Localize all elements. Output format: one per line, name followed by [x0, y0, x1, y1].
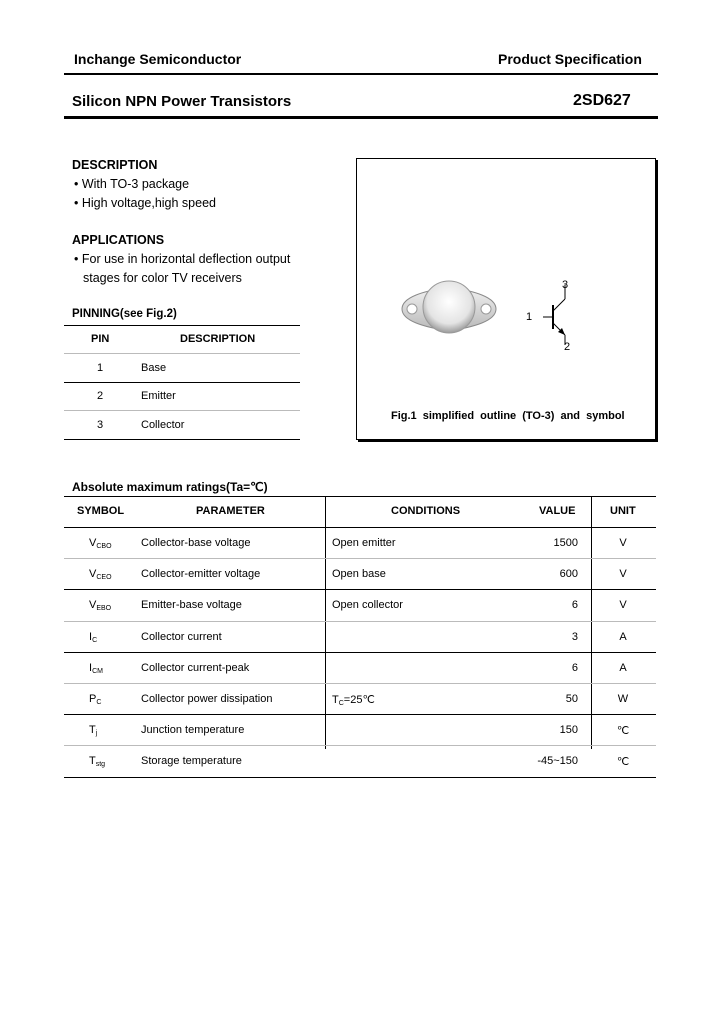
ratings-unit: ℃ — [616, 725, 630, 737]
ratings-rule — [64, 745, 656, 746]
ratings-value: 6 — [571, 599, 578, 611]
symbol-label-emitter: 2 — [564, 341, 571, 353]
symbol-label-base: 1 — [526, 311, 533, 323]
ratings-parameter: Collector power dissipation — [141, 693, 273, 705]
figure-caption: Fig.1 simplified outline (TO-3) and symbol — [391, 410, 625, 422]
company-name: Inchange Semiconductor — [74, 51, 242, 67]
document-type: Product Specification — [498, 51, 642, 67]
pinning-rule — [64, 325, 300, 326]
applications-item: • For use in horizontal deflection output — [74, 252, 291, 266]
ratings-parameter: Collector-base voltage — [141, 537, 251, 549]
ratings-conditions: Open emitter — [332, 537, 396, 549]
ratings-col-parameter: PARAMETER — [196, 505, 265, 517]
ratings-col-divider — [325, 496, 326, 749]
ratings-value: 1500 — [553, 537, 578, 549]
ratings-parameter: Collector current-peak — [141, 662, 250, 674]
pinning-pin: 1 — [97, 362, 104, 374]
ratings-col-unit: UNIT — [610, 505, 636, 517]
ratings-symbol: $V_{CEO}$ — [89, 568, 112, 581]
ratings-unit: V — [619, 568, 627, 580]
ratings-unit: A — [619, 662, 627, 674]
ratings-unit: W — [617, 693, 629, 705]
ratings-unit: A — [619, 631, 627, 643]
ratings-symbol: $T_j$ — [89, 724, 98, 737]
pinning-rule — [64, 382, 300, 383]
description-item: • With TO-3 package — [74, 177, 190, 191]
applications-heading: APPLICATIONS — [72, 233, 165, 247]
pinning-rule — [64, 410, 300, 411]
ratings-value: -45~150 — [537, 755, 578, 767]
document-title: Silicon NPN Power Transistors — [72, 93, 292, 110]
ratings-col-divider — [591, 496, 592, 749]
ratings-parameter: Emitter-base voltage — [141, 599, 242, 611]
pinning-pin: 3 — [97, 419, 104, 431]
ratings-rule — [64, 527, 656, 528]
ratings-parameter: Junction temperature — [141, 724, 245, 736]
ratings-symbol: $V_{EBO}$ — [89, 599, 112, 612]
pinning-col-pin: PIN — [91, 333, 110, 345]
ratings-col-value: VALUE — [539, 505, 576, 517]
ratings-value: 150 — [559, 724, 578, 736]
pinning-heading: PINNING(see Fig.2) — [72, 308, 177, 320]
header-rule-top — [64, 73, 658, 75]
ratings-symbol: $P_C$ — [89, 693, 102, 706]
ratings-value: 600 — [559, 568, 578, 580]
ratings-parameter: Storage temperature — [141, 755, 242, 767]
pinning-col-desc: DESCRIPTION — [180, 333, 256, 345]
ratings-unit: V — [619, 599, 627, 611]
ratings-symbol: $V_{CBO}$ — [89, 537, 112, 550]
description-heading: DESCRIPTION — [72, 158, 158, 172]
ratings-symbol: $T_{stg}$ — [89, 755, 106, 768]
ratings-rule — [64, 558, 656, 559]
ratings-rule — [64, 777, 656, 778]
header-rule-bottom — [64, 116, 658, 119]
ratings-parameter: Collector-emitter voltage — [141, 568, 261, 580]
pinning-pin: 2 — [97, 390, 104, 402]
figure-box — [356, 158, 656, 440]
ratings-conditions: $T_C=25℃$ — [332, 694, 375, 707]
ratings-value: 6 — [571, 662, 578, 674]
ratings-rule — [64, 683, 656, 684]
ratings-heading: Absolute maximum ratings(Ta=℃) — [72, 480, 268, 494]
ratings-parameter: Collector current — [141, 631, 222, 643]
pinning-rule — [64, 439, 300, 440]
ratings-rule — [64, 589, 656, 590]
ratings-symbol: $I_C$ — [89, 631, 98, 644]
ratings-rule — [64, 496, 656, 497]
applications-item-cont: stages for color TV receivers — [83, 271, 242, 285]
symbol-label-collector: 3 — [562, 279, 569, 291]
ratings-unit: V — [619, 537, 627, 549]
ratings-rule — [64, 652, 656, 653]
pinning-desc: Base — [141, 362, 167, 374]
ratings-conditions: Open collector — [332, 599, 403, 611]
ratings-value: 50 — [565, 693, 578, 705]
to3-package-image — [394, 269, 504, 349]
ratings-symbol: $I_{CM}$ — [89, 662, 103, 675]
ratings-rule — [64, 714, 656, 715]
ratings-col-conditions: CONDITIONS — [391, 505, 461, 517]
ratings-unit: ℃ — [616, 756, 630, 768]
pinning-rule — [64, 353, 300, 354]
ratings-col-symbol: SYMBOL — [77, 505, 125, 517]
pinning-desc: Emitter — [141, 390, 176, 402]
pinning-desc: Collector — [141, 419, 185, 431]
ratings-value: 3 — [571, 631, 578, 643]
npn-transistor-symbol — [537, 277, 607, 357]
ratings-conditions: Open base — [332, 568, 386, 580]
ratings-rule — [64, 621, 656, 622]
description-item: • High voltage,high speed — [74, 196, 216, 210]
part-number: 2SD627 — [573, 92, 631, 109]
